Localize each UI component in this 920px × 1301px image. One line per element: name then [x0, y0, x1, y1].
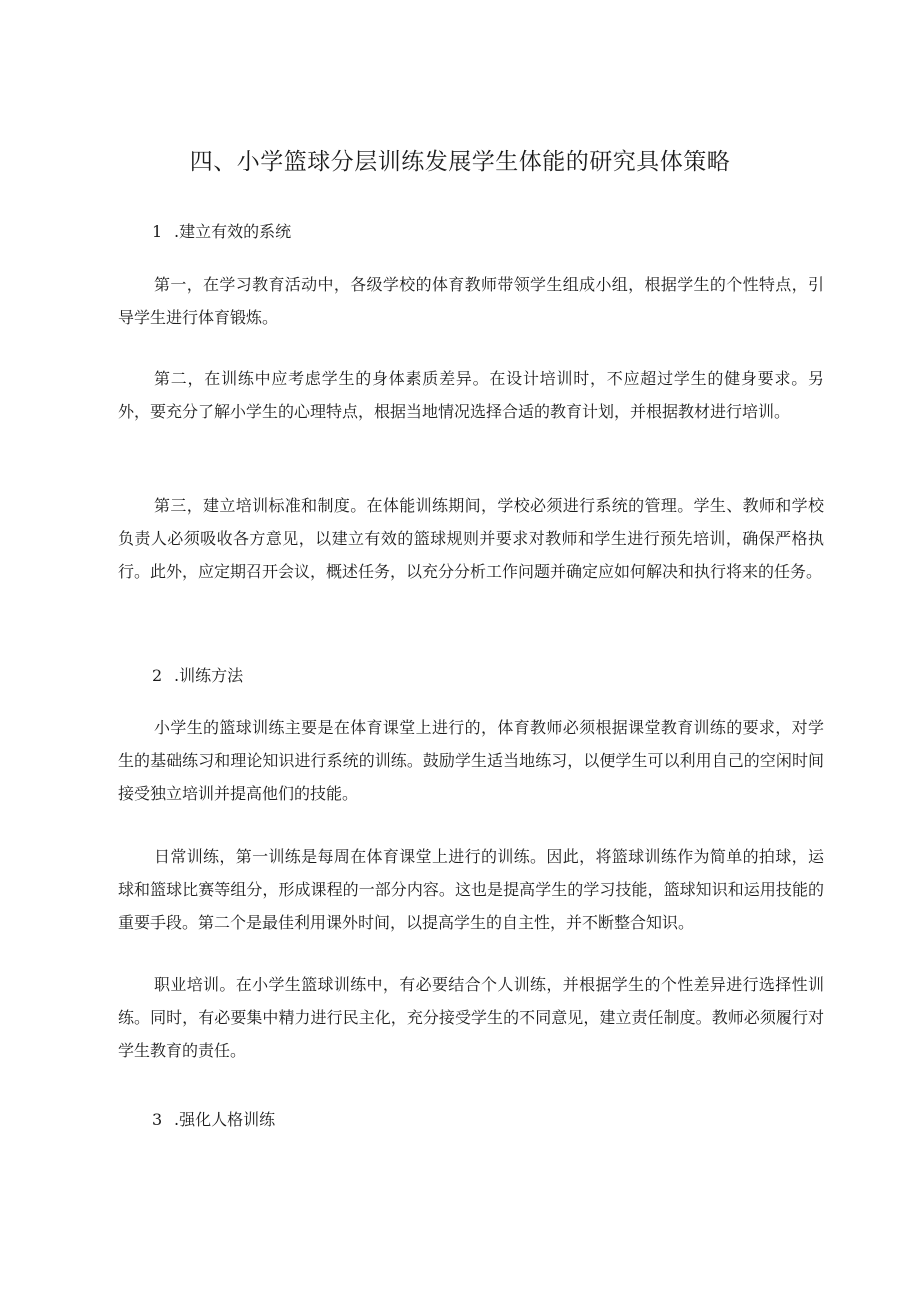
section-heading-text: .建立有效的系统 — [174, 222, 292, 241]
section-heading — [152, 664, 243, 688]
paragraph: 日常训练，第一训练是每周在体育课堂上进行的训练。因此，将篮球训练作为简单的拍球，运球和篮球比赛等组分，形成课程的一部分内容。这也是提高学生的学习技能，篮球知识和运用技能的重要手段。第二个是最佳利用课外时间，以提高学生的自主性，并不断整合知识。 — [118, 847, 824, 932]
paragraph: 小学生的篮球训练主要是在体育课堂上进行的，体育教师必须根据课堂教育训练的要求，对学生的基础练习和理论知识进行系统的训练。鼓励学生适当地练习，以便学生可以利用自己的空闲时间接受独立培训并提高他们的技能。 — [118, 718, 824, 803]
page-title: 四、小学篮球分层训练发展学生体能的研究具体策略 — [189, 149, 731, 175]
section-number: 1 — [152, 222, 163, 241]
paragraph: 第二，在训练中应考虑学生的身体素质差异。在设计培训时，不应超过学生的健身要求。另外，要充分了解小学生的心理特点，根据当地情况选择合适的教育计划，并根据教材进行培训。 — [118, 369, 824, 421]
paragraph: 第一，在学习教育活动中，各级学校的体育教师带领学生组成小组，根据学生的个性特点，引导学生进行体育锻炼。 — [118, 275, 824, 327]
section-heading — [152, 220, 291, 244]
section-heading-text: .强化人格训练 — [174, 1110, 276, 1129]
paragraph: 第三，建立培训标准和制度。在体能训练期间，学校必须进行系统的管理。学生、教师和学校负责人必须吸收各方意见，以建立有效的篮球规则并要求对教师和学生进行预先培训，确保严格执行。此外，应定期召开会议，概述任务，以充分分析工作问题并确定应如何解决和执行将来的任务。 — [118, 496, 824, 581]
section-heading — [152, 1108, 275, 1132]
section-number: 2 — [152, 666, 163, 685]
paragraph: 职业培训。在小学生篮球训练中，有必要结合个人训练，并根据学生的个性差异进行选择性训练。同时，有必要集中精力进行民主化，充分接受学生的不同意见，建立责任制度。教师必须履行对学生教育的责任。 — [118, 975, 824, 1060]
section-number: 3 — [152, 1110, 163, 1129]
section-heading-text: .训练方法 — [174, 666, 244, 685]
